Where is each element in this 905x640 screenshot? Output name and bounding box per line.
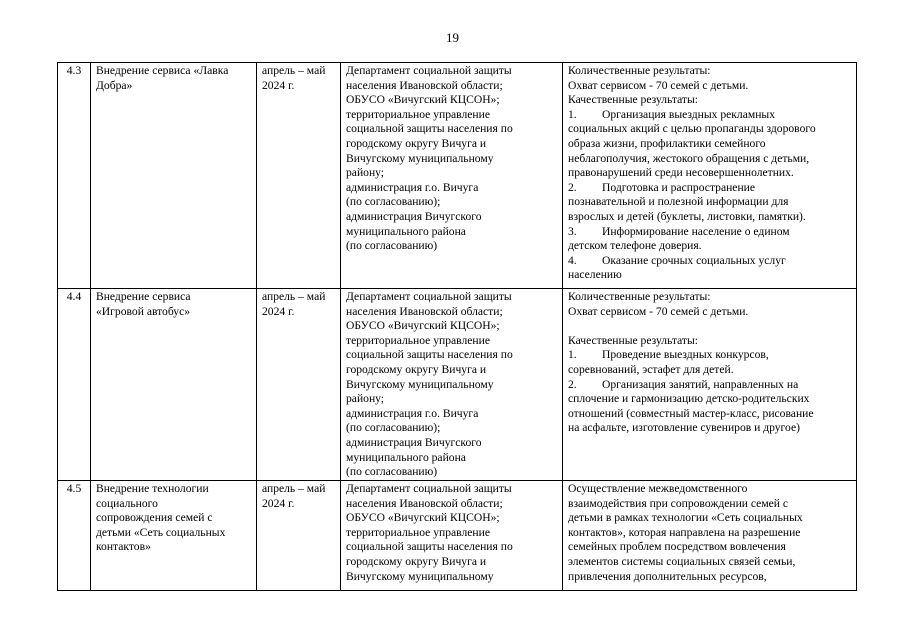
table-row xyxy=(58,481,857,591)
executors: Департамент социальной защиты населения Ивановской области; ОБУСО «Вичугский КЦСОН»; территориальное управление социальной защиты населения по городскому округу Вичуга и Вичугскому муниципальному району; администрация г.о. Вичуга (по согласованию); администрация Вичугского муниципального района (по согласованию) xyxy=(341,289,563,481)
quant-text: Охват сервисом - 70 семей с детьми. xyxy=(568,78,749,92)
plan-table xyxy=(57,62,857,591)
activity-name: Внедрение сервиса «Игровой автобус» xyxy=(91,289,257,481)
result-item: 3. Информирование население о едином xyxy=(568,224,790,238)
qual-heading: Качественные результаты: xyxy=(568,93,699,107)
results: Осуществление межведомственного взаимодействия при сопровождении семей с детьми в рамках технологии «Сеть социальных контактов», которая направлена на разрешение семейных проблем посредством вовлечения элементов системы социальных связей семьи, привлечения дополнительных ресурсов, xyxy=(563,481,857,591)
table-row xyxy=(58,289,857,481)
period: апрель – май 2024 г. xyxy=(257,63,341,289)
period: апрель – май 2024 г. xyxy=(257,289,341,481)
page-number: 19 xyxy=(446,30,459,45)
quant-heading: Количественные результаты: xyxy=(568,290,711,303)
qual-heading: Качественные результаты: xyxy=(568,333,699,347)
result-item: 1. Организация выездных рекламных xyxy=(568,107,775,121)
row-number: 4.3 xyxy=(58,63,91,289)
quant-text: Охват сервисом - 70 семей с детьми. xyxy=(568,304,749,318)
result-item: 2. Организация занятий, направленных на xyxy=(568,377,799,391)
activity-name: Внедрение технологии социального сопровождения семей с детьми «Сеть социальных контактов» xyxy=(91,481,257,591)
executors: Департамент социальной защиты населения Ивановской области; ОБУСО «Вичугский КЦСОН»; территориальное управление социальной защиты населения по городскому округу Вичуга и Вичугскому муниципальному району; администрация г.о. Вичуга (по согласованию); администрация Вичугского муниципального района (по согласованию) xyxy=(341,63,563,289)
result-item: 4. Оказание срочных социальных услуг xyxy=(568,253,786,267)
row-number: 4.5 xyxy=(58,481,91,591)
results: Количественные результаты: Охват сервисом - 70 семей с детьми. Качественные результаты: 1. Проведение выездных конкурсов, соревнований, эстафет для детей. 2. Организация занятий, направленных на сплочение и гармонизацию детско-родительских отношений (совместный мастер-класс, рисование на асфальте, изготовление сувениров и другое) xyxy=(563,289,857,481)
results: Количественные результаты: Охват сервисом - 70 семей с детьми. Качественные результаты: 1. Организация выездных рекламных социальных акций с целью пропаганды здорового образа жизни, профилактики семейного неблагополучия, жестокого обращения с детьми, правонарушений среди несовершеннолетних. 2. Подготовка и распространение познавательной и полезной информации для взрослых и детей (буклеты, листовки, памятки). 3. Информирование население о едином детском телефоне доверия. 4. Оказание срочных социальных услуг населению xyxy=(563,63,857,289)
table-row xyxy=(58,63,857,289)
quant-heading: Количественные результаты: xyxy=(568,64,711,77)
result-item: 2. Подготовка и распространение xyxy=(568,180,756,194)
result-item: 1. Проведение выездных конкурсов, xyxy=(568,348,769,362)
executors: Департамент социальной защиты населения Ивановской области; ОБУСО «Вичугский КЦСОН»; территориальное управление социальной защиты населения по городскому округу Вичуга и Вичугскому муниципальному xyxy=(341,481,563,591)
activity-name: Внедрение сервиса «Лавка Добра» xyxy=(91,63,257,289)
period: апрель – май 2024 г. xyxy=(257,481,341,591)
row-number: 4.4 xyxy=(58,289,91,481)
